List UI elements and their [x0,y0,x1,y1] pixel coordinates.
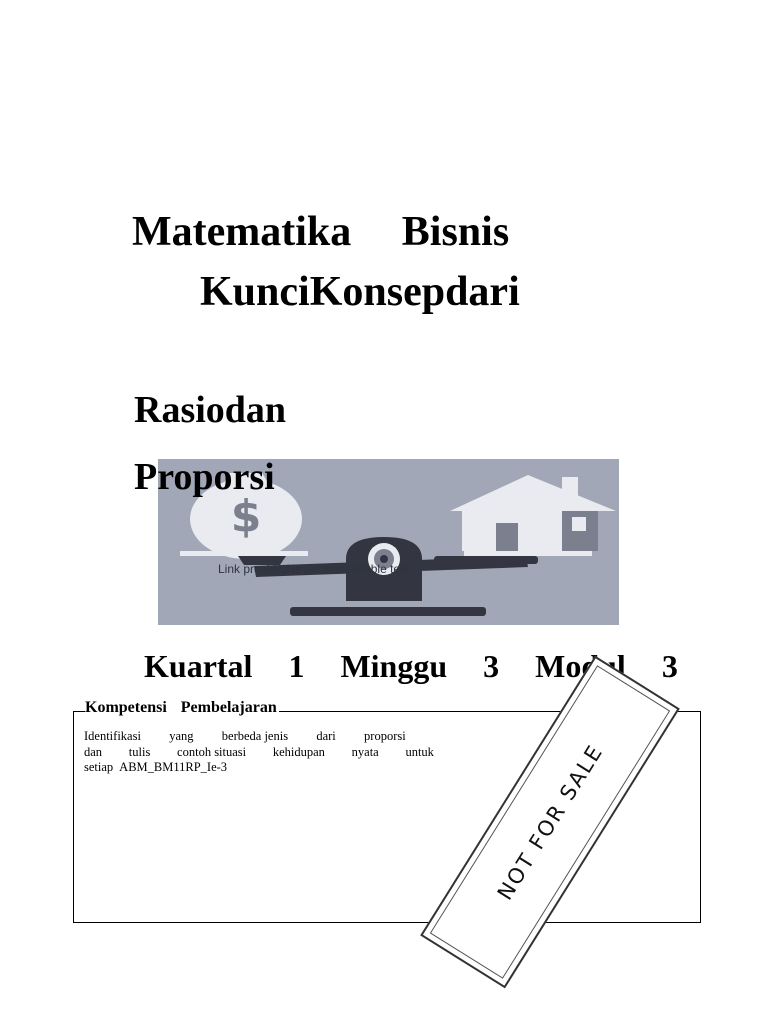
svg-text:$: $ [230,491,262,542]
quarter-week-module: Kuartal 1 Minggu 3 Modul 3 [144,648,678,684]
word: untuk [405,744,434,759]
subtitle-line-1: Rasiodan [134,389,287,431]
competency-heading: Kompetensi Pembelajaran [85,699,277,716]
word: nyata [351,744,379,759]
word: Identifikasi [84,729,141,743]
image-caption: Link provided is not translatable text. [218,562,413,576]
word: setiap [84,760,114,774]
title-line-2: KunciKonsepdari [200,269,520,315]
stamp-label: NOT FOR SALE [492,739,608,905]
word: tulis [128,744,151,759]
competency-line-1 [84,729,434,745]
house-icon [450,475,616,551]
title-line-1: Matematika Bisnis [132,209,510,255]
word: yang [169,729,194,743]
word: proporsi [364,729,406,743]
competency-line-3 [84,760,434,776]
subtitle-line-2: Proporsi [134,456,275,498]
competency-text [84,729,434,776]
word: dari [316,729,336,743]
competency-code: ABM_BM11RP_Ie-3 [119,760,228,774]
word: kehidupan [272,744,325,759]
word: dan [84,744,103,759]
word: contoh situasi [177,744,247,759]
competency-line-2 [84,745,434,761]
word: berbeda jenis [221,729,289,743]
